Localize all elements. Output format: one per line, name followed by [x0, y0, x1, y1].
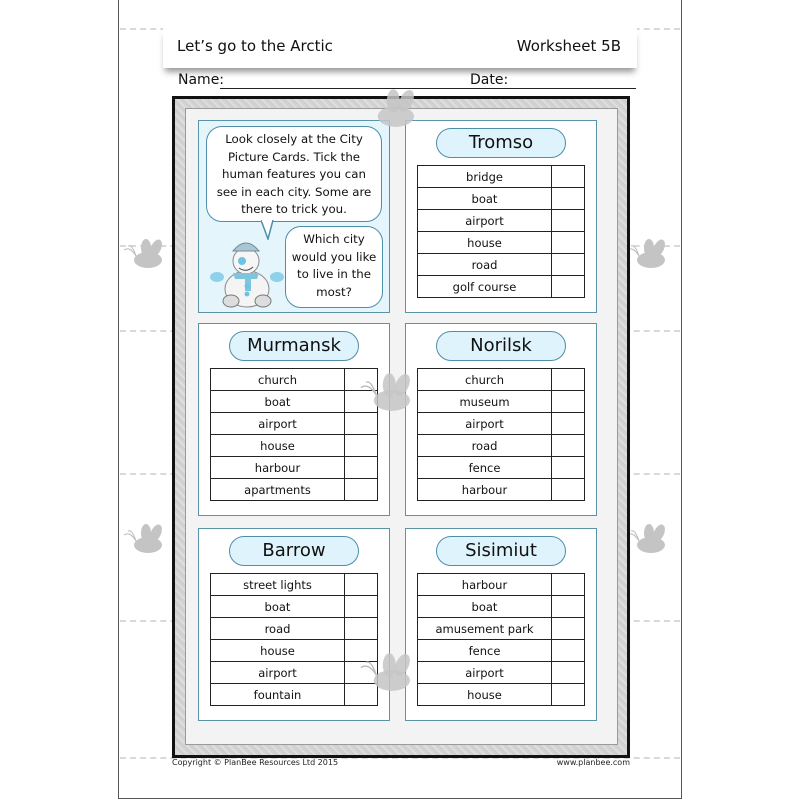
table-row	[211, 596, 378, 618]
table-row	[418, 369, 585, 391]
bee-watermark-icon	[122, 523, 168, 557]
table-row	[211, 369, 378, 391]
feature-label: harbour	[418, 574, 552, 596]
table-row	[211, 618, 378, 640]
feature-label: bridge	[418, 166, 552, 188]
table-row	[418, 254, 585, 276]
feature-label: church	[211, 369, 345, 391]
instruction-bubble	[206, 126, 382, 222]
instruction-text: Look closely at the City Picture Cards. Tick the human features you can see in each city. Some are there to trick you.	[216, 132, 372, 216]
feature-label: fence	[418, 640, 552, 662]
tick-box[interactable]	[552, 618, 585, 640]
name-label: Name:	[178, 72, 225, 88]
feature-label: airport	[211, 662, 345, 684]
date-label: Date:	[470, 72, 509, 88]
tick-box[interactable]	[552, 596, 585, 618]
tick-box[interactable]	[552, 435, 585, 457]
feature-label: boat	[211, 596, 345, 618]
tick-box[interactable]	[345, 596, 378, 618]
table-row	[211, 479, 378, 501]
feature-label: road	[418, 435, 552, 457]
worksheet-header	[163, 28, 637, 68]
table-row	[418, 640, 585, 662]
table-row	[418, 479, 585, 501]
table-row	[418, 457, 585, 479]
intro-card	[198, 120, 390, 313]
tick-box[interactable]	[345, 457, 378, 479]
tick-box[interactable]	[552, 457, 585, 479]
city-name-pill: Sisimiut	[436, 536, 566, 566]
table-row	[211, 457, 378, 479]
table-row	[418, 413, 585, 435]
feature-table	[210, 573, 378, 706]
feature-label: amusement park	[418, 618, 552, 640]
tick-box[interactable]	[552, 391, 585, 413]
feature-label: house	[418, 232, 552, 254]
table-row	[418, 276, 585, 298]
tick-box[interactable]	[552, 369, 585, 391]
tick-box[interactable]	[552, 276, 585, 298]
table-row	[211, 574, 378, 596]
feature-label: road	[211, 618, 345, 640]
city-card-norilsk	[405, 323, 597, 516]
table-row	[418, 596, 585, 618]
feature-label: boat	[211, 391, 345, 413]
tick-box[interactable]	[345, 479, 378, 501]
feature-table	[417, 368, 585, 501]
city-card-murmansk	[198, 323, 390, 516]
feature-label: airport	[211, 413, 345, 435]
snowman-icon	[209, 231, 287, 311]
feature-table	[210, 368, 378, 501]
feature-label: fountain	[211, 684, 345, 706]
city-name-pill: Barrow	[229, 536, 359, 566]
table-row	[418, 618, 585, 640]
tick-box[interactable]	[552, 662, 585, 684]
feature-label: golf course	[418, 276, 552, 298]
feature-label: church	[418, 369, 552, 391]
feature-label: house	[418, 684, 552, 706]
feature-label: harbour	[211, 457, 345, 479]
city-card-tromso	[405, 120, 597, 313]
feature-label: street lights	[211, 574, 345, 596]
tick-box[interactable]	[552, 188, 585, 210]
feature-label: house	[211, 435, 345, 457]
feature-table	[417, 573, 585, 706]
table-row	[418, 435, 585, 457]
date-field[interactable]	[486, 88, 636, 89]
table-row	[418, 391, 585, 413]
tick-box[interactable]	[552, 479, 585, 501]
bee-watermark-icon	[122, 238, 168, 272]
table-row	[211, 391, 378, 413]
tick-box[interactable]	[552, 413, 585, 435]
feature-table	[417, 165, 585, 298]
tick-box[interactable]	[345, 435, 378, 457]
feature-label: harbour	[418, 479, 552, 501]
table-row	[418, 188, 585, 210]
tick-box[interactable]	[552, 166, 585, 188]
feature-label: airport	[418, 413, 552, 435]
feature-label: house	[211, 640, 345, 662]
copyright-text: Copyright © PlanBee Resources Ltd 2015	[172, 758, 339, 767]
tick-box[interactable]	[345, 574, 378, 596]
bee-watermark-icon	[625, 523, 671, 557]
tick-box[interactable]	[552, 254, 585, 276]
table-row	[211, 662, 378, 684]
worksheet-title: Let’s go to the Arctic	[177, 37, 333, 55]
tick-box[interactable]	[552, 210, 585, 232]
feature-label: fence	[418, 457, 552, 479]
feature-label: boat	[418, 188, 552, 210]
feature-label: road	[418, 254, 552, 276]
city-card-sisimiut	[405, 528, 597, 721]
table-row	[418, 574, 585, 596]
table-row	[418, 684, 585, 706]
tick-box[interactable]	[345, 618, 378, 640]
bee-watermark-icon	[358, 652, 418, 696]
table-row	[418, 166, 585, 188]
table-row	[418, 662, 585, 684]
city-name-pill: Norilsk	[436, 331, 566, 361]
feature-label: museum	[418, 391, 552, 413]
city-name-pill: Murmansk	[229, 331, 359, 361]
feature-label: apartments	[211, 479, 345, 501]
bee-watermark-icon	[362, 88, 422, 132]
question-text: Which city would you like to live in the most?	[291, 232, 377, 299]
feature-label: airport	[418, 210, 552, 232]
tick-box[interactable]	[552, 684, 585, 706]
bee-watermark-icon	[358, 372, 418, 416]
question-bubble	[285, 226, 383, 308]
website-link[interactable]: www.planbee.com	[556, 758, 630, 767]
table-row	[418, 210, 585, 232]
table-row	[211, 640, 378, 662]
table-row	[418, 232, 585, 254]
feature-label: airport	[418, 662, 552, 684]
feature-label: boat	[418, 596, 552, 618]
tick-box[interactable]	[552, 574, 585, 596]
table-row	[211, 684, 378, 706]
bee-watermark-icon	[625, 238, 671, 272]
worksheet-number: Worksheet 5B	[516, 37, 621, 55]
tick-box[interactable]	[552, 640, 585, 662]
city-name-pill: Tromso	[436, 128, 566, 158]
table-row	[211, 413, 378, 435]
table-row	[211, 435, 378, 457]
tick-box[interactable]	[552, 232, 585, 254]
